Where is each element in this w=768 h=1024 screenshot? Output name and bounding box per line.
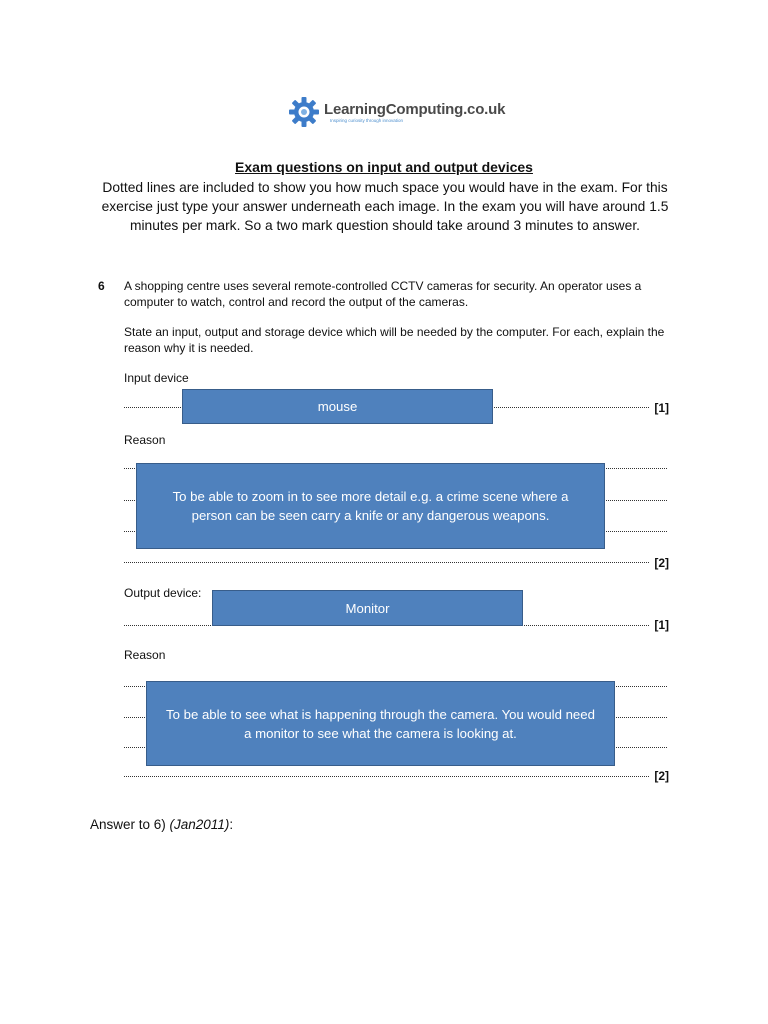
output-reason-answer[interactable]: To be able to see what is happening through the camera. You would need a monitor to see what the camera is looking at.	[146, 681, 615, 766]
question-number: 6	[98, 279, 105, 293]
logo-tagline: Inspiring curiosity through innovation	[330, 117, 404, 123]
input-device-label: Input device	[124, 371, 189, 385]
output-reason-mark: [2]	[654, 769, 669, 783]
input-device-mark: [1]	[654, 401, 669, 415]
output-reason-label: Reason	[124, 648, 166, 662]
output-device-label: Output device:	[124, 586, 202, 600]
output-device-answer[interactable]: Monitor	[212, 590, 523, 626]
input-reason-answer[interactable]: To be able to zoom in to see more detail e.g. a crime scene where a person can be seen carry a knife or any dangerous weapons.	[136, 463, 605, 549]
output-device-mark: [1]	[654, 618, 669, 632]
answer-reference-prefix: Answer to 6)	[90, 817, 170, 832]
logo-text	[324, 101, 505, 124]
logo-name: LearningComputing.co.uk	[324, 100, 506, 118]
gear-icon	[288, 96, 320, 128]
intro-text: Dotted lines are included to show you how much space you would have in the exam. For this exercise just type your answer underneath each image. In the exam you will have around 1.5 minutes per mark. So a two mark question should take around 3 minutes to answer.	[101, 180, 669, 233]
answer-reference	[90, 817, 233, 832]
answer-line	[124, 561, 649, 563]
input-device-answer[interactable]: mouse	[182, 389, 493, 424]
answer-reference-source: (Jan2011)	[169, 817, 230, 832]
answer-line	[124, 775, 649, 777]
answer-reference-suffix: :	[229, 817, 234, 832]
input-reason-label: Reason	[124, 433, 166, 447]
page-title: Exam questions on input and output devices	[235, 159, 533, 175]
input-reason-mark: [2]	[654, 556, 669, 570]
question-instruction: State an input, output and storage device which will be needed by the computer. For each, explain the reason why it is needed.	[124, 325, 665, 355]
question-stem: A shopping centre uses several remote-controlled CCTV cameras for security. An operator uses a computer to watch, control and record the output of the cameras.	[124, 279, 642, 309]
logo	[288, 94, 505, 130]
